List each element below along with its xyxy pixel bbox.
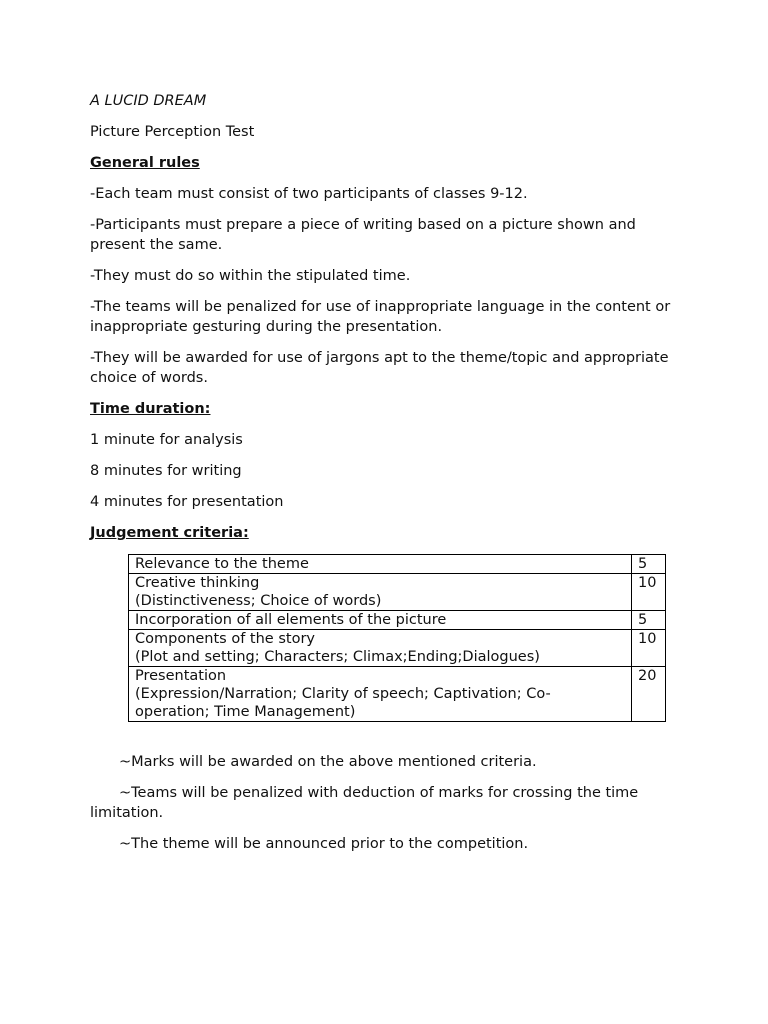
rule-item: -Participants must prepare a piece of writing based on a picture shown and present the same. (90, 217, 636, 253)
criterion-name: Creative thinking (135, 575, 260, 591)
marks-cell: 10 (632, 574, 666, 611)
table-row (129, 630, 666, 667)
criterion-name: Components of the story (135, 631, 315, 647)
criterion-detail: (Expression/Narration; Clarity of speech; Captivation; Co-operation; Time Management) (135, 686, 551, 720)
time-item: 8 minutes for writing (90, 463, 242, 479)
table-row (129, 574, 666, 611)
criterion-cell (129, 555, 632, 574)
rule-item: -The teams will be penalized for use of inappropriate language in the content or inappropriate gesturing during the presentation. (90, 299, 671, 335)
criterion-detail: (Distinctiveness; Choice of words) (135, 593, 382, 609)
time-duration-heading: Time duration: (90, 401, 211, 417)
time-item: 1 minute for analysis (90, 432, 243, 448)
criterion-detail: (Plot and setting; Characters; Climax;Ending;Dialogues) (135, 649, 540, 665)
document-content (90, 91, 680, 865)
marks-cell: 5 (632, 611, 666, 630)
rule-item: -They must do so within the stipulated time. (90, 268, 411, 284)
criterion-name: Incorporation of all elements of the picture (135, 612, 447, 628)
rule-item: -They will be awarded for use of jargons apt to the theme/topic and appropriate choice of words. (90, 350, 669, 386)
criterion-cell (129, 630, 632, 667)
table-row (129, 611, 666, 630)
criterion-cell (129, 574, 632, 611)
criterion-cell (129, 611, 632, 630)
time-item: 4 minutes for presentation (90, 494, 284, 510)
marks-cell: 10 (632, 630, 666, 667)
table-row (129, 555, 666, 574)
judgement-criteria-heading: Judgement criteria: (90, 525, 249, 541)
criterion-name: Presentation (135, 668, 227, 684)
note-item: ~Teams will be penalized with deduction of marks for crossing the time limitation. (90, 785, 639, 821)
general-rules-heading: General rules (90, 155, 200, 171)
rule-item: -Each team must consist of two participants of classes 9-12. (90, 186, 528, 202)
document-title: A LUCID DREAM (90, 93, 207, 109)
table-row (129, 667, 666, 722)
criterion-name: Relevance to the theme (135, 556, 309, 572)
marks-cell: 5 (632, 555, 666, 574)
note-item: ~Marks will be awarded on the above mentioned criteria. (119, 754, 537, 770)
note-item: ~The theme will be announced prior to the competition. (119, 836, 529, 852)
criteria-table (128, 554, 666, 722)
criterion-cell (129, 667, 632, 722)
document-subtitle: Picture Perception Test (90, 124, 255, 140)
marks-cell: 20 (632, 667, 666, 722)
